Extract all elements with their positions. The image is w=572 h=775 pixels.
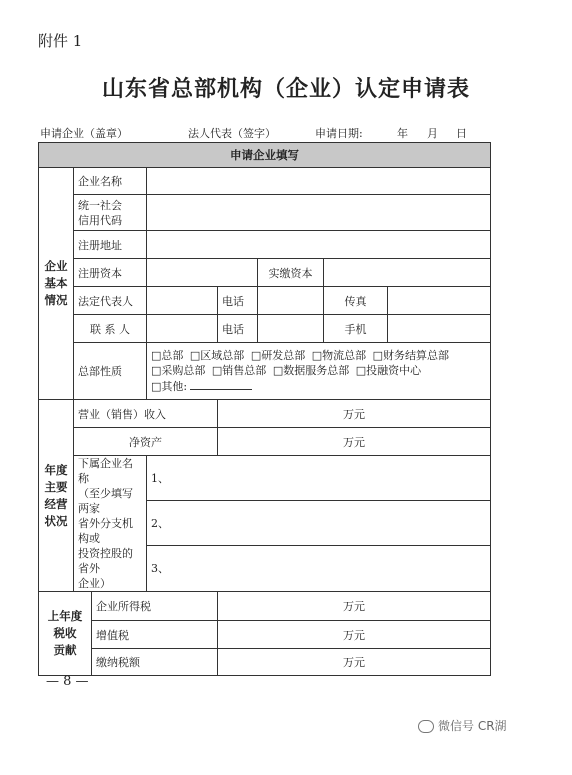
reg-capital-label: 注册资本 — [74, 259, 147, 287]
date-month: 月 — [427, 127, 438, 140]
net-assets-field[interactable]: 万元 — [218, 428, 491, 456]
other-underline-field[interactable] — [190, 379, 252, 390]
option-finance-settlement-hq[interactable]: □财务结算总部 — [372, 348, 450, 362]
option-rd-hq[interactable]: □研发总部 — [250, 348, 306, 362]
annual-ops-section-title: 年度 主要 经营 状况 — [39, 400, 74, 592]
page-number: — 8 — — [46, 674, 89, 689]
subsidiary-row-2[interactable]: 2、 — [147, 500, 491, 545]
watermark-text: 微信号 CR湖 — [438, 719, 507, 733]
subsidiary-row-1[interactable]: 1、 — [147, 456, 491, 501]
phone2-field[interactable] — [258, 315, 324, 343]
phone-label: 电话 — [218, 287, 258, 315]
reg-capital-field[interactable] — [147, 259, 258, 287]
reg-address-label: 注册地址 — [74, 231, 147, 259]
section-header-bar: 申请企业填写 — [39, 143, 491, 168]
net-assets-label: 净资产 — [74, 428, 218, 456]
application-form-table — [38, 142, 491, 676]
hq-nature-options — [147, 343, 491, 400]
total-tax-field[interactable]: 万元 — [218, 649, 491, 676]
option-sales-hq[interactable]: □销售总部 — [211, 364, 267, 378]
company-name-label: 企业名称 — [74, 168, 147, 195]
fax-label: 传真 — [324, 287, 388, 315]
phone-field[interactable] — [258, 287, 324, 315]
date-day: 日 — [456, 127, 467, 140]
mobile-field[interactable] — [388, 315, 491, 343]
corp-income-tax-label: 企业所得税 — [92, 592, 218, 621]
legal-rep-signature-label: 法人代表（签字） — [188, 127, 276, 140]
basic-info-section-title: 企业 基本 情况 — [39, 168, 74, 400]
hq-options-row-1 — [151, 348, 486, 364]
contact-label: 联 系 人 — [74, 315, 147, 343]
contact-field[interactable] — [147, 315, 218, 343]
hq-options-row-2 — [151, 363, 486, 379]
legal-person-field[interactable] — [147, 287, 218, 315]
option-logistics-hq[interactable]: □物流总部 — [311, 348, 367, 362]
tax-section-title: 上年度 税收 贡献 — [39, 592, 92, 676]
vat-field[interactable]: 万元 — [218, 621, 491, 649]
attachment-label: 附件 1 — [38, 32, 83, 50]
option-investment-center[interactable]: □投融资中心 — [355, 364, 422, 378]
applicant-seal-label: 申请企业（盖章） — [40, 127, 128, 140]
option-procurement-hq[interactable]: □采购总部 — [151, 364, 206, 378]
wechat-icon — [418, 720, 434, 733]
subsidiary-row-3[interactable]: 3、 — [147, 545, 491, 591]
paid-capital-field[interactable] — [324, 259, 491, 287]
option-data-service-hq[interactable]: □数据服务总部 — [272, 364, 350, 378]
company-name-field[interactable] — [147, 168, 491, 195]
option-regional-hq[interactable]: □区域总部 — [189, 348, 245, 362]
reg-address-field[interactable] — [147, 231, 491, 259]
subsidiaries-label: 下属企业名称 （至少填写两家 省外分支机构或 投资控股的省外 企业） — [74, 456, 147, 592]
legal-person-label: 法定代表人 — [74, 287, 147, 315]
date-year: 年 — [397, 127, 408, 140]
fax-field[interactable] — [388, 287, 491, 315]
credit-code-field[interactable] — [147, 195, 491, 231]
revenue-field[interactable]: 万元 — [218, 400, 491, 428]
application-date-label: 申请日期: — [315, 127, 363, 140]
total-tax-label: 缴纳税额 — [92, 649, 218, 676]
hq-nature-label: 总部性质 — [74, 343, 147, 400]
mobile-label: 手机 — [324, 315, 388, 343]
option-hq[interactable]: □总部 — [151, 348, 184, 362]
hq-options-row-3 — [151, 379, 486, 395]
option-other[interactable]: □其他: — [151, 379, 188, 393]
revenue-label: 营业（销售）收入 — [74, 400, 218, 428]
vat-label: 增值税 — [92, 621, 218, 649]
credit-code-label: 统一社会 信用代码 — [74, 195, 147, 231]
form-title: 山东省总部机构（企业）认定申请表 — [101, 77, 470, 102]
phone2-label: 电话 — [218, 315, 258, 343]
wechat-watermark — [418, 717, 507, 734]
corp-income-tax-field[interactable]: 万元 — [218, 592, 491, 621]
paid-capital-label: 实缴资本 — [258, 259, 324, 287]
